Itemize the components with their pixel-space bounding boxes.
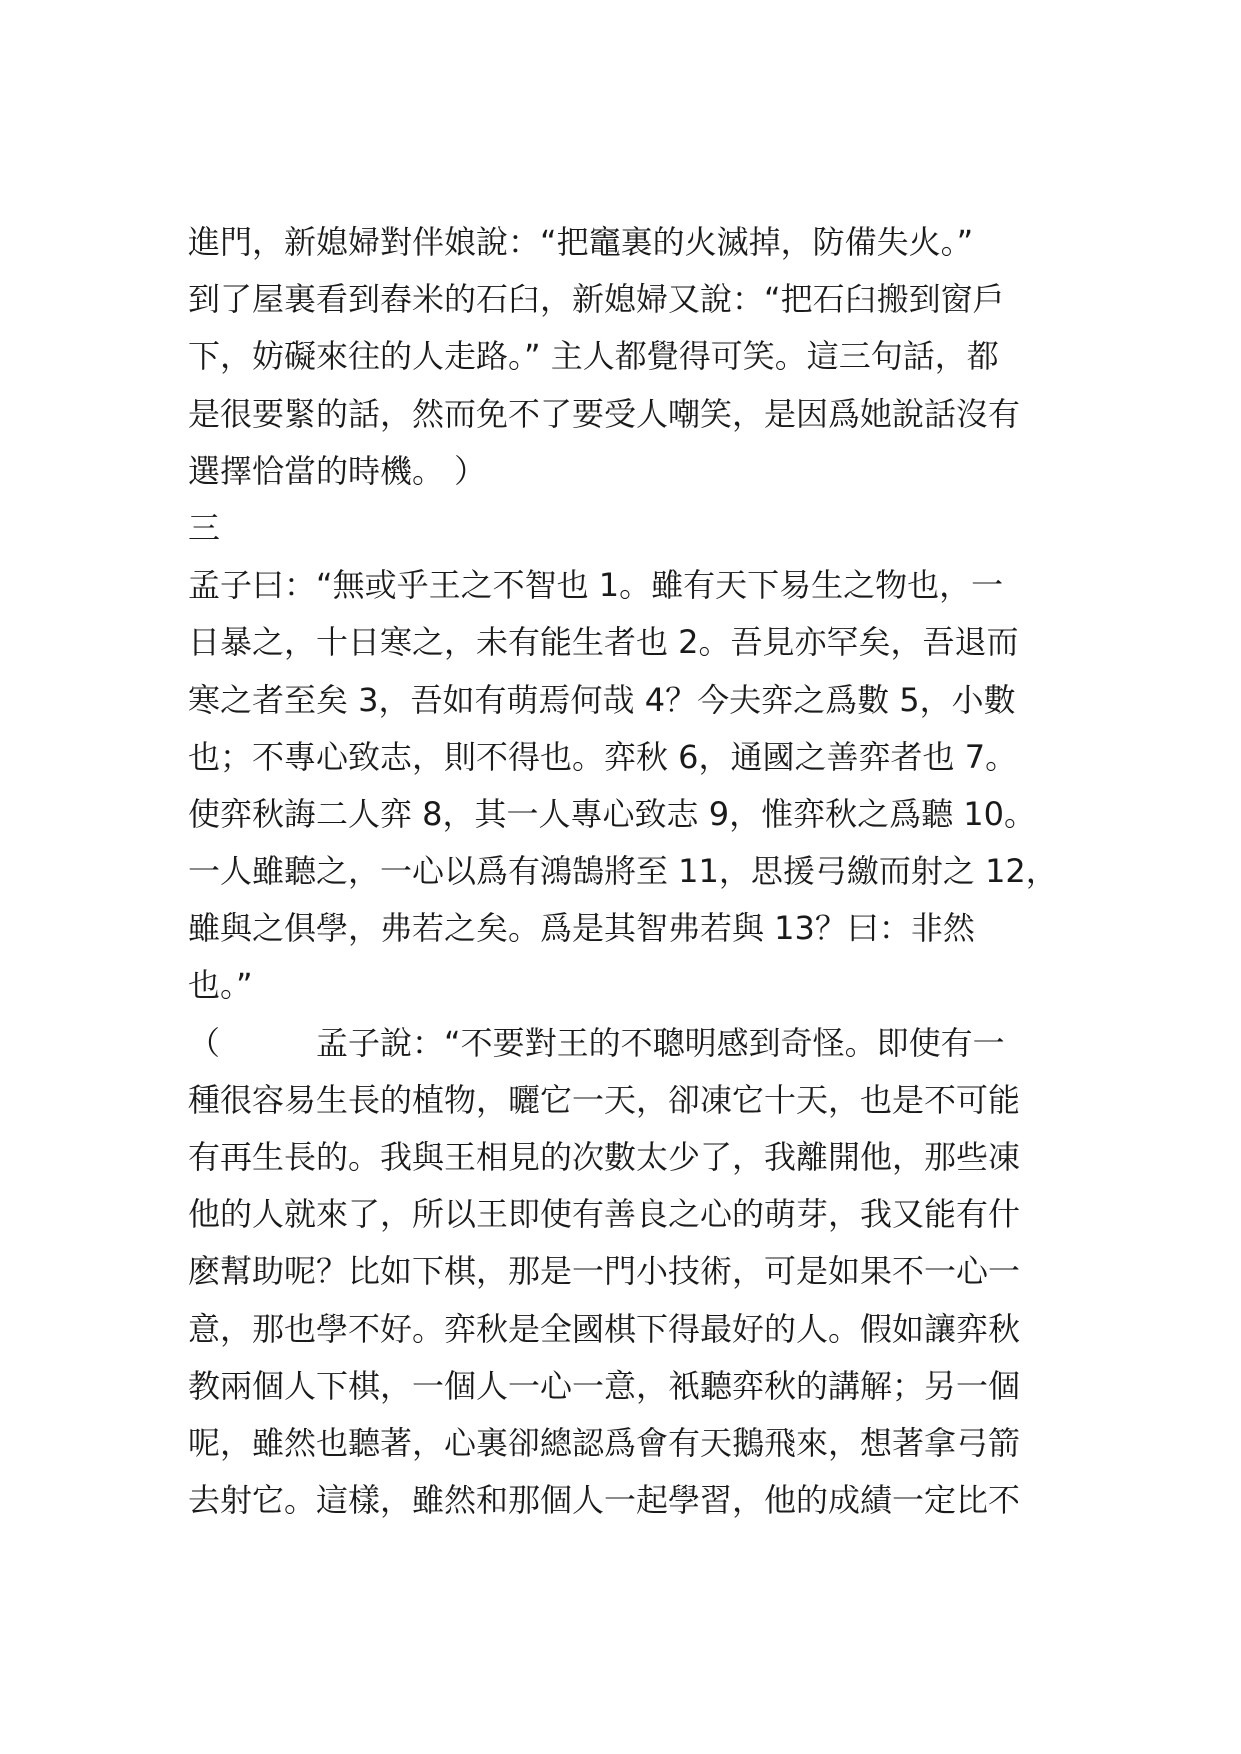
- text-line: 也；不專心致志，則不得也。弈秋 6，通國之善弈者也 7。: [188, 737, 1018, 776]
- text-line: 到了屋裏看到舂米的石臼，新媳婦又說：“把石臼搬到窗戶: [188, 280, 1005, 319]
- text-line: 進門，新媳婦對伴娘說：“把竈裏的火滅掉，防備失火。”: [188, 223, 974, 261]
- text-line: 麽幫助呢？比如下棋，那是一門小技術，可是如果不一心一: [188, 1252, 1021, 1291]
- text-line: 去射它。這樣，雖然和那個人一起學習，他的成績一定比不: [188, 1481, 1021, 1520]
- text-line: 一人雖聽之，一心以爲有鴻鵠將至 11，思援弓繳而射之 12，: [188, 852, 1058, 891]
- text-line: 呢，雖然也聽著，心裏卻總認爲會有天鵝飛來，想著拿弓箭: [188, 1423, 1021, 1462]
- text-line: 也。”: [188, 966, 253, 1005]
- text-line: 選擇恰當的時機。 ）: [188, 451, 487, 490]
- text-line: 是很要緊的話，然而免不了要受人嘲笑，是因爲她說話沒有: [188, 394, 1021, 433]
- section-heading: 三: [188, 508, 221, 547]
- text-line: 種很容易生長的植物，曬它一天，卻凍它十天，也是不可能: [188, 1080, 1021, 1119]
- text-line: 意，那也學不好。弈秋是全國棋下得最好的人。假如讓弈秋: [188, 1309, 1021, 1348]
- text-line: 教兩個人下棋，一個人一心一意，衹聽弈秋的講解；另一個: [188, 1366, 1021, 1405]
- text-line: 下，妨礙來往的人走路。” 主人都覺得可笑。這三句話，都: [188, 337, 999, 376]
- text-line: 他的人就來了，所以王即使有善良之心的萌芽，我又能有什: [188, 1195, 1021, 1234]
- text-line: 使弈秋誨二人弈 8，其一人專心致志 9，惟弈秋之爲聽 10。: [188, 794, 1036, 833]
- text-line: 有再生長的。我與王相見的次數太少了，我離開他，那些凍: [188, 1138, 1021, 1176]
- body-text: [188, 214, 1068, 1529]
- text-line: 寒之者至矣 3，吾如有萌焉何哉 4？今夫弈之爲數 5，小數: [188, 680, 1016, 719]
- text-line: 雖與之俱學，弗若之矣。爲是其智弗若與 13？曰：非然: [188, 909, 975, 948]
- text-line: （ 孟子說：“不要對王的不聰明感到奇怪。即使有一: [188, 1023, 1005, 1062]
- text-line: 日暴之，十日寒之，未有能生者也 2。吾見亦罕矣，吾退而: [188, 623, 1019, 662]
- text-line: 孟子曰：“無或乎王之不智也 1。雖有天下易生之物也，一: [188, 566, 1004, 605]
